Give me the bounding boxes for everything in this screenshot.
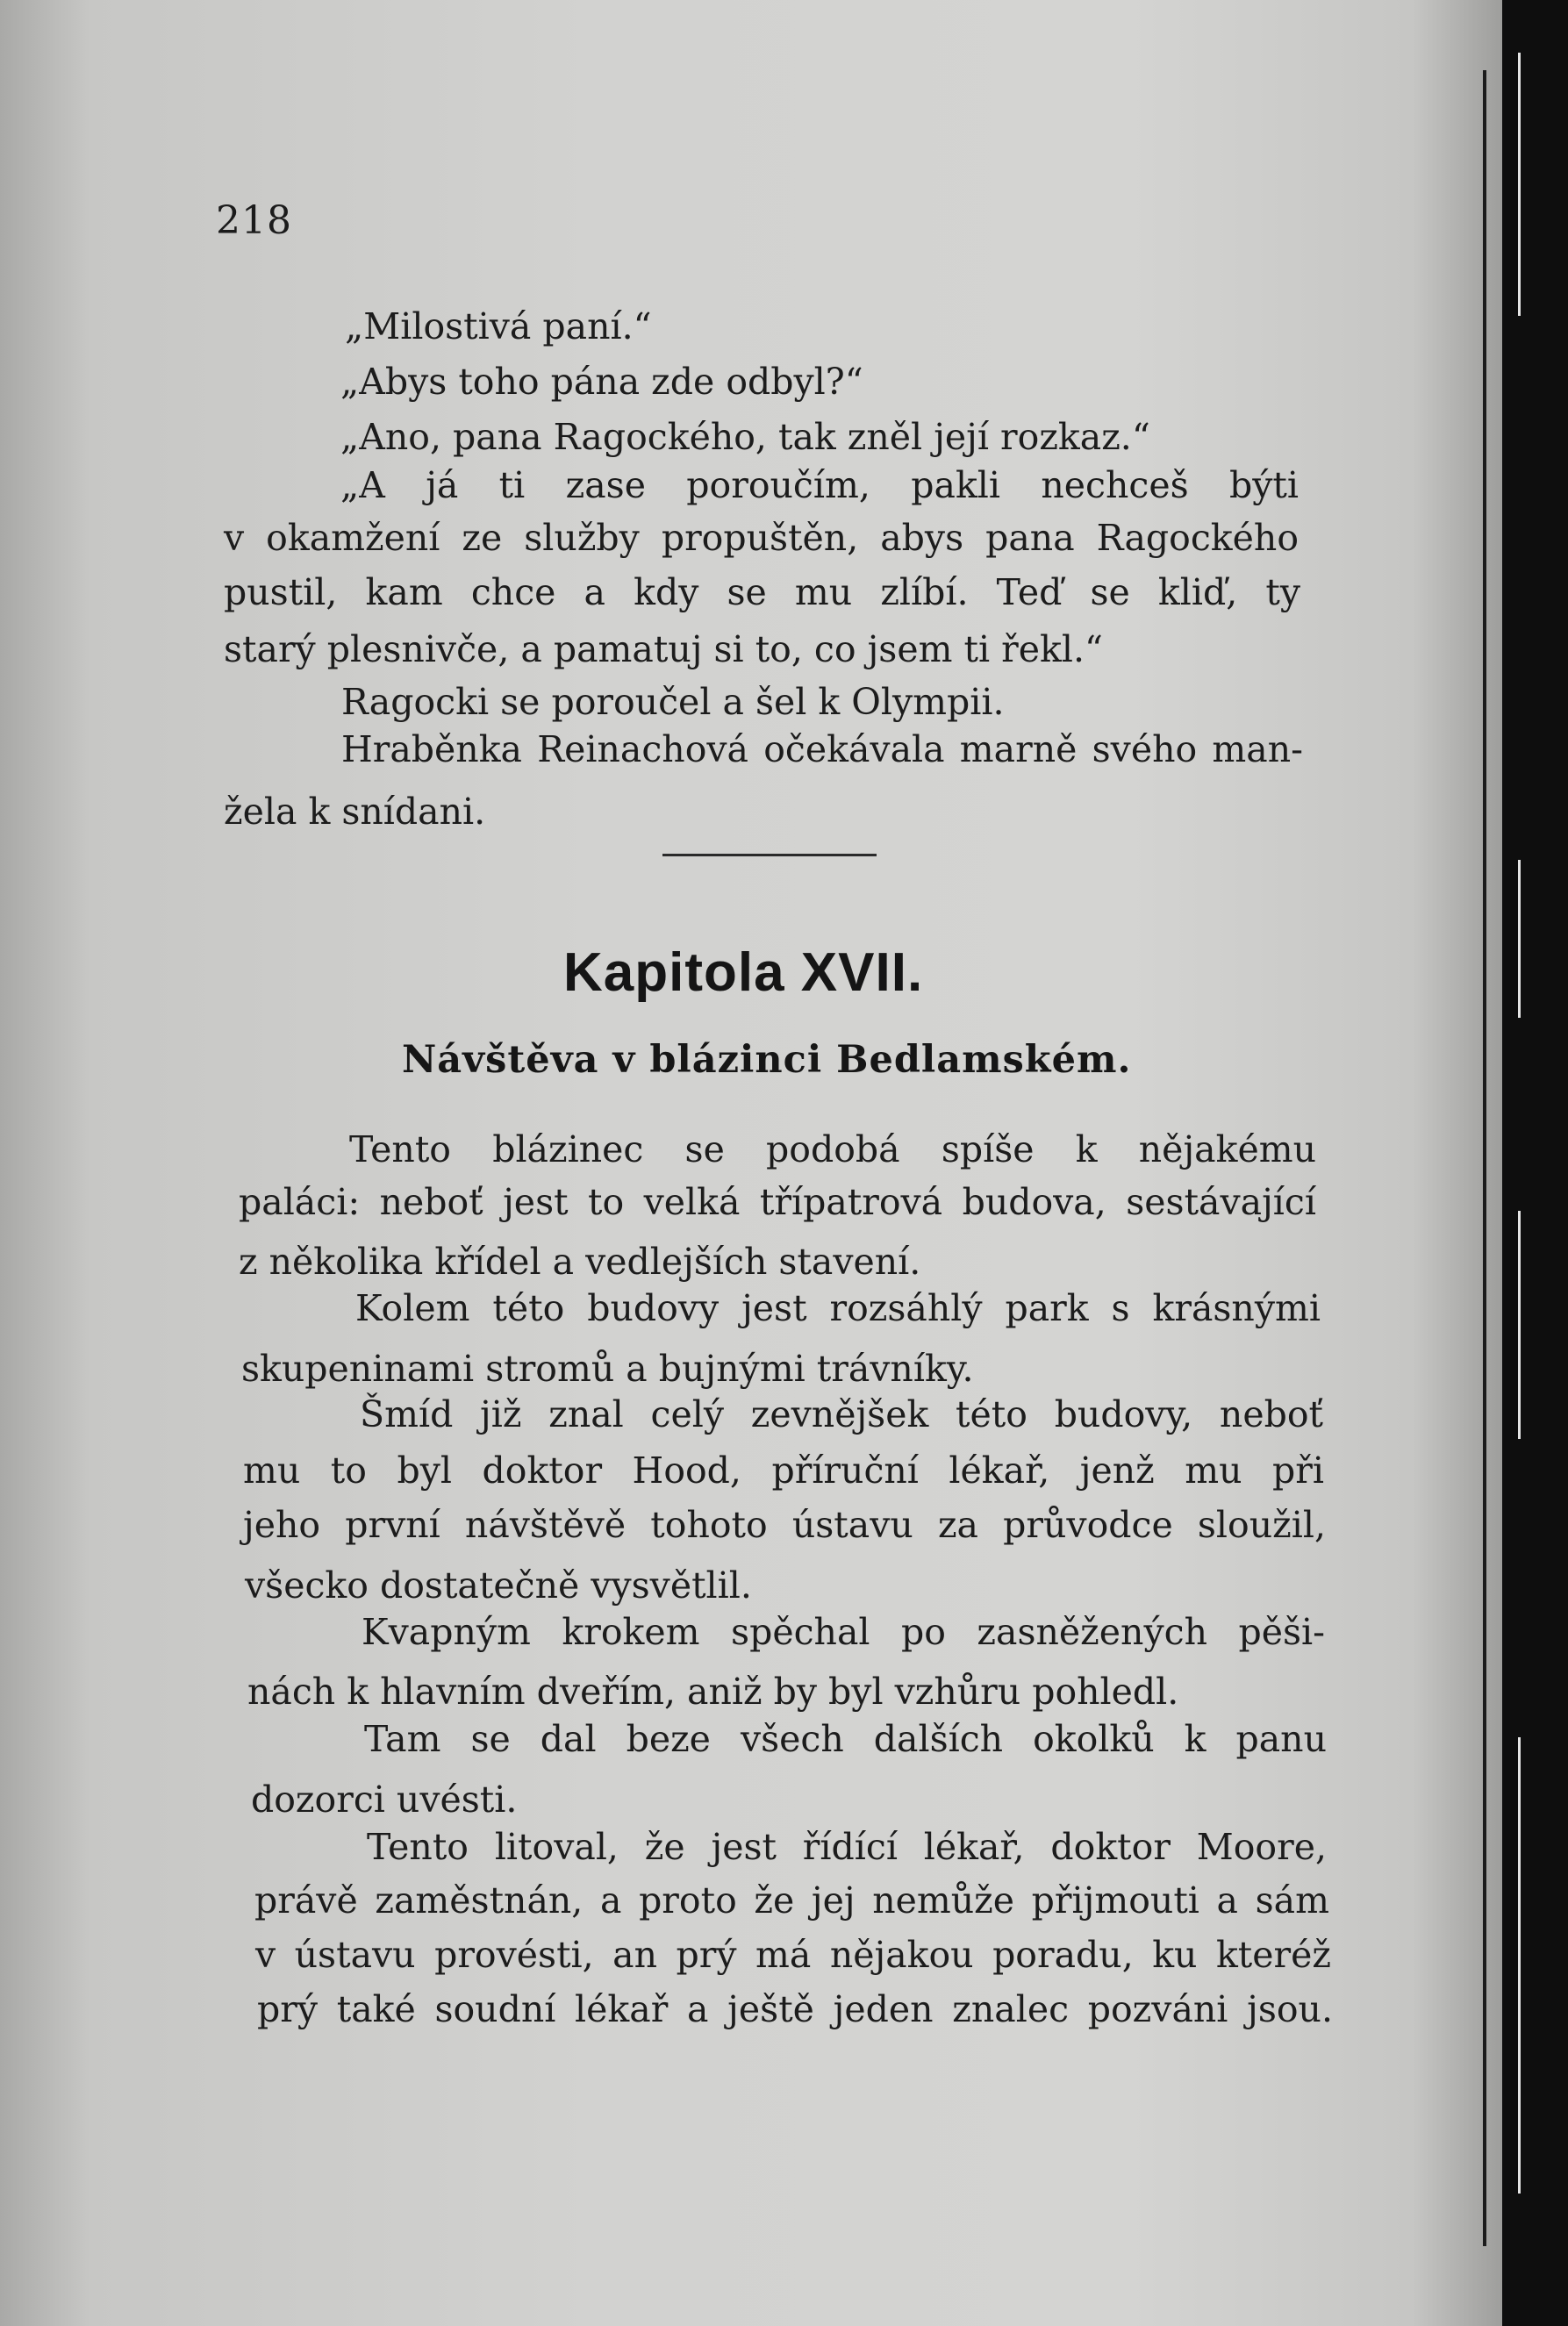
body-line: Kvapným krokem spěchal po zasněžených pěši-	[362, 1611, 1325, 1653]
dialogue-line: Hraběnka Reinachová očekávala marně svého man-	[341, 728, 1303, 770]
body-line: mu to byl doktor Hood, příruční lékař, jenž mu při	[243, 1449, 1324, 1492]
body-line: všecko dostatečně vysvětlil.	[245, 1564, 752, 1607]
section-divider	[662, 854, 877, 856]
dialogue-line: v okamžení ze služby propuštěn, abys pana Ragockého	[224, 517, 1299, 559]
body-line: paláci: neboť jest to velká třípatrová budova, sestávající	[239, 1181, 1316, 1223]
chapter-subtitle: Návštěva v blázinci Bedlamském.	[402, 1038, 1132, 1082]
dialogue-line: žela k snídani.	[224, 791, 486, 833]
dialogue-line: pustil, kam chce a kdy se mu zlíbí. Teď se kliď, ty	[224, 571, 1300, 613]
binding-thread	[1518, 53, 1521, 316]
body-line: v ústavu provésti, an prý má nějakou poradu, ku kteréž	[255, 1934, 1331, 1976]
page-edge-shadow	[1502, 0, 1568, 2326]
body-line: Kolem této budovy jest rozsáhlý park s krásnými	[355, 1287, 1321, 1329]
body-line: z několika křídel a vedlejších stavení.	[239, 1241, 921, 1283]
body-line: Tam se dal beze všech dalších okolků k panu	[364, 1718, 1327, 1760]
chapter-title: Kapitola XVII.	[563, 942, 924, 1003]
binding-thread	[1518, 860, 1521, 1018]
body-line: prý také soudní lékař a ještě jeden znalec pozváni jsou.	[257, 1988, 1333, 2030]
binding-thread	[1518, 1211, 1521, 1439]
body-line: nách k hlavním dveřím, aniž by byl vzhůru pohledl.	[247, 1671, 1179, 1713]
body-line: dozorci uvésti.	[251, 1778, 518, 1821]
dialogue-line: „A já ti zase poroučím, pakli nechceš býti	[340, 464, 1299, 506]
dialogue-line: „Milostivá paní.“	[345, 305, 652, 347]
body-line: Šmíd již znal celý zevnějšek této budovy, neboť	[360, 1393, 1323, 1435]
dialogue-line: „Abys toho pána zde odbyl?“	[340, 361, 863, 403]
dialogue-line: Ragocki se poroučel a šel k Olympii.	[341, 681, 1005, 723]
dialogue-line: „Ano, pana Ragockého, tak zněl její rozkaz.“	[340, 416, 1150, 458]
dialogue-line: starý plesnivče, a pamatuj si to, co jsem ti řekl.“	[224, 628, 1103, 670]
body-line: jeho první návštěvě tohoto ústavu za průvodce sloužil,	[243, 1504, 1326, 1546]
page-number: 218	[216, 198, 292, 243]
body-line: právě zaměstnán, a proto že jej nemůže přijmouti a sám	[254, 1879, 1329, 1922]
body-line: Tento blázinec se podobá spíše k nějakému	[349, 1128, 1316, 1170]
body-line: Tento litoval, že jest řídící lékař, doktor Moore,	[367, 1826, 1327, 1868]
binding-shadow	[1483, 70, 1486, 2246]
body-line: skupeninami stromů a bujnými trávníky.	[241, 1348, 974, 1390]
binding-thread	[1518, 1737, 1521, 2194]
